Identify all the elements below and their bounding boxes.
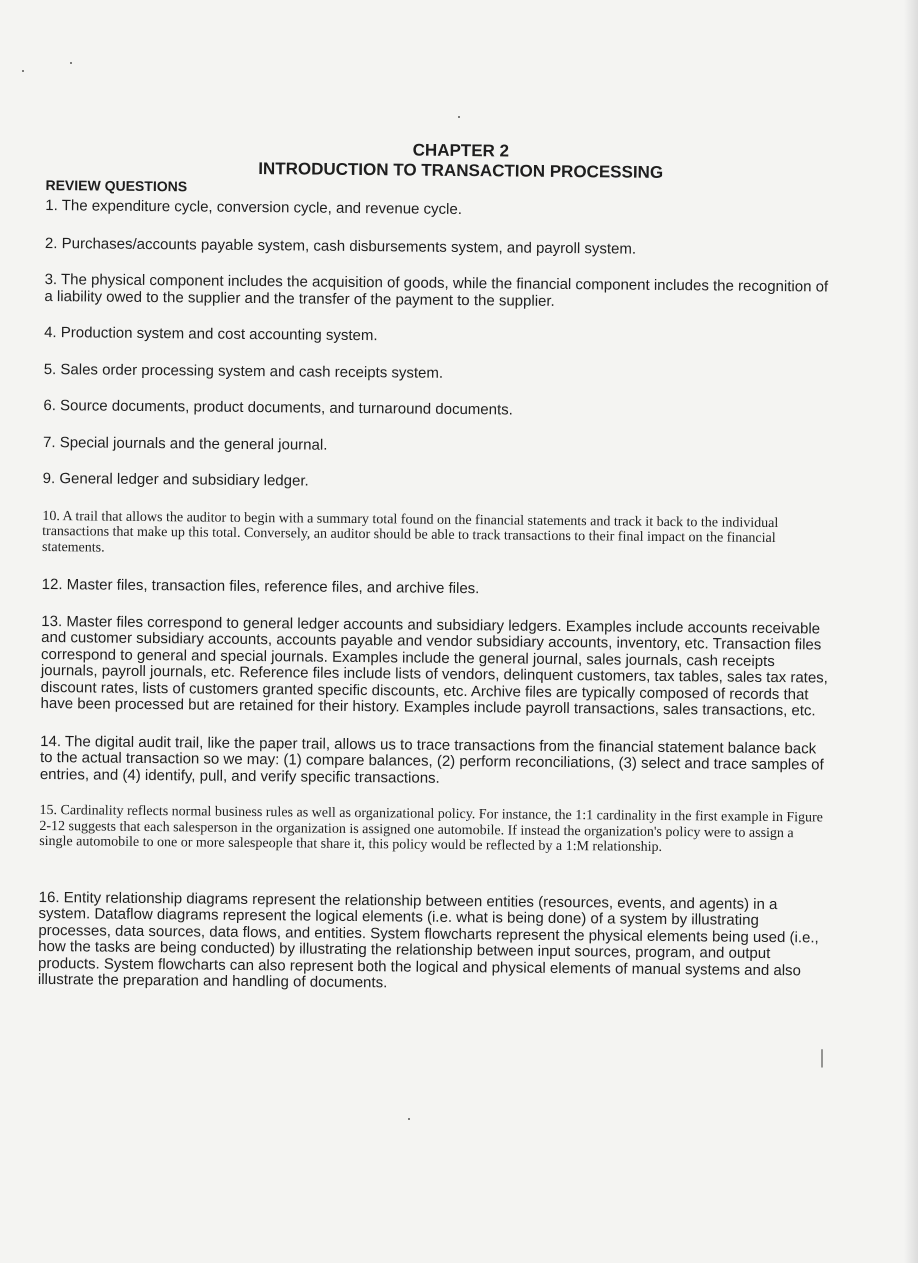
- scan-speck: [70, 62, 72, 64]
- answer-2: 2. Purchases/accounts payable system, cash disbursements system, and payroll system.: [44, 234, 637, 258]
- section-heading: REVIEW QUESTIONS: [45, 176, 188, 195]
- answer-5: 5. Sales order processing system and cash receipts system.: [43, 360, 444, 382]
- answer-6: 6. Source documents, product documents, and turnaround documents.: [43, 396, 513, 419]
- scan-speck: [458, 116, 460, 118]
- answer-4: 4. Production system and cost accounting system.: [44, 323, 378, 345]
- answer-12: 12. Master files, transaction files, reference files, and archive files.: [41, 575, 480, 598]
- scan-speck: [408, 1118, 410, 1120]
- answer-7: 7. Special journals and the general journal.: [42, 433, 328, 454]
- answer-13: 13. Master files correspond to general ledger accounts and subsidiary ledgers. Examples include accounts receivable and customer subsidiary accounts, accounts payable and vendor subsidiary accounts, inventory, etc. Transaction files correspond to general and special journals. Examples include the general journal, sales journals, cash receipts journals, payroll journals, etc. Reference files include lists of vendors, delinquent customers, tax tables, sales tax rates, discount rates, lists of customers granted specific discounts, etc. Archive files are typically composed of records that have been processed but are retained for their history. Examples include payroll transactions, sales transactions, etc.: [40, 612, 828, 720]
- page-edge-shadow: [904, 0, 918, 1263]
- scan-speck: [22, 70, 24, 72]
- answer-3: 3. The physical component includes the acquisition of goods, while the financial component includes the recognition of a liability owed to the supplier and the transfer of the payment to the supplier.: [44, 270, 829, 310]
- chapter-title: INTRODUCTION TO TRANSACTION PROCESSING: [258, 159, 664, 182]
- chapter-heading: CHAPTER 2: [412, 140, 510, 161]
- document-page: [38, 136, 836, 996]
- answer-10: 10. A trail that allows the auditor to begin with a summary total found on the financial statements and track it back to the individual transactions that make up this total. Conversely, an auditor should be able to track transactions to their final impact on the financial statements.: [41, 508, 779, 556]
- answer-14: 14. The digital audit trail, like the paper trail, allows us to trace transactions from the financial statement balance back to the actual transaction so we may: (1) compare balances, (2) perform reconciliations, (3) select and trace samples of entries, and (4) identify, pull, and verify specific transactions.: [39, 732, 824, 787]
- answer-9: 9. General ledger and subsidiary ledger.: [42, 469, 309, 490]
- answer-15: 15. Cardinality reflects normal business rules as well as organizational policy. For instance, the 1:1 cardinality in the first example in Figure 2-12 suggests that each salesperson in the organization is assigned one automobile. If instead the organization's policy were to assign a single automobile to one or more salespeople that share it, this policy would be reflected by a 1:M relationship.: [39, 802, 823, 855]
- answer-16: 16. Entity relationship diagrams represent the relationship between entities (resources, events, and agents) in a system. Dataflow diagrams represent the logical elements (i.e. what is being done) of a system by illustrating processes, data sources, data flows, and entities. System flowcharts represent the physical elements being used (i.e., how the tasks are being conducted) by illustrating the relationship between input sources, program, and output products. System flowcharts can also represent both the logical and physical elements of manual systems and also illustrate the preparation and handling of documents.: [37, 888, 819, 992]
- pen-stroke-mark: |: [820, 1046, 825, 1068]
- answer-1: 1. The expenditure cycle, conversion cycle, and revenue cycle.: [45, 196, 463, 218]
